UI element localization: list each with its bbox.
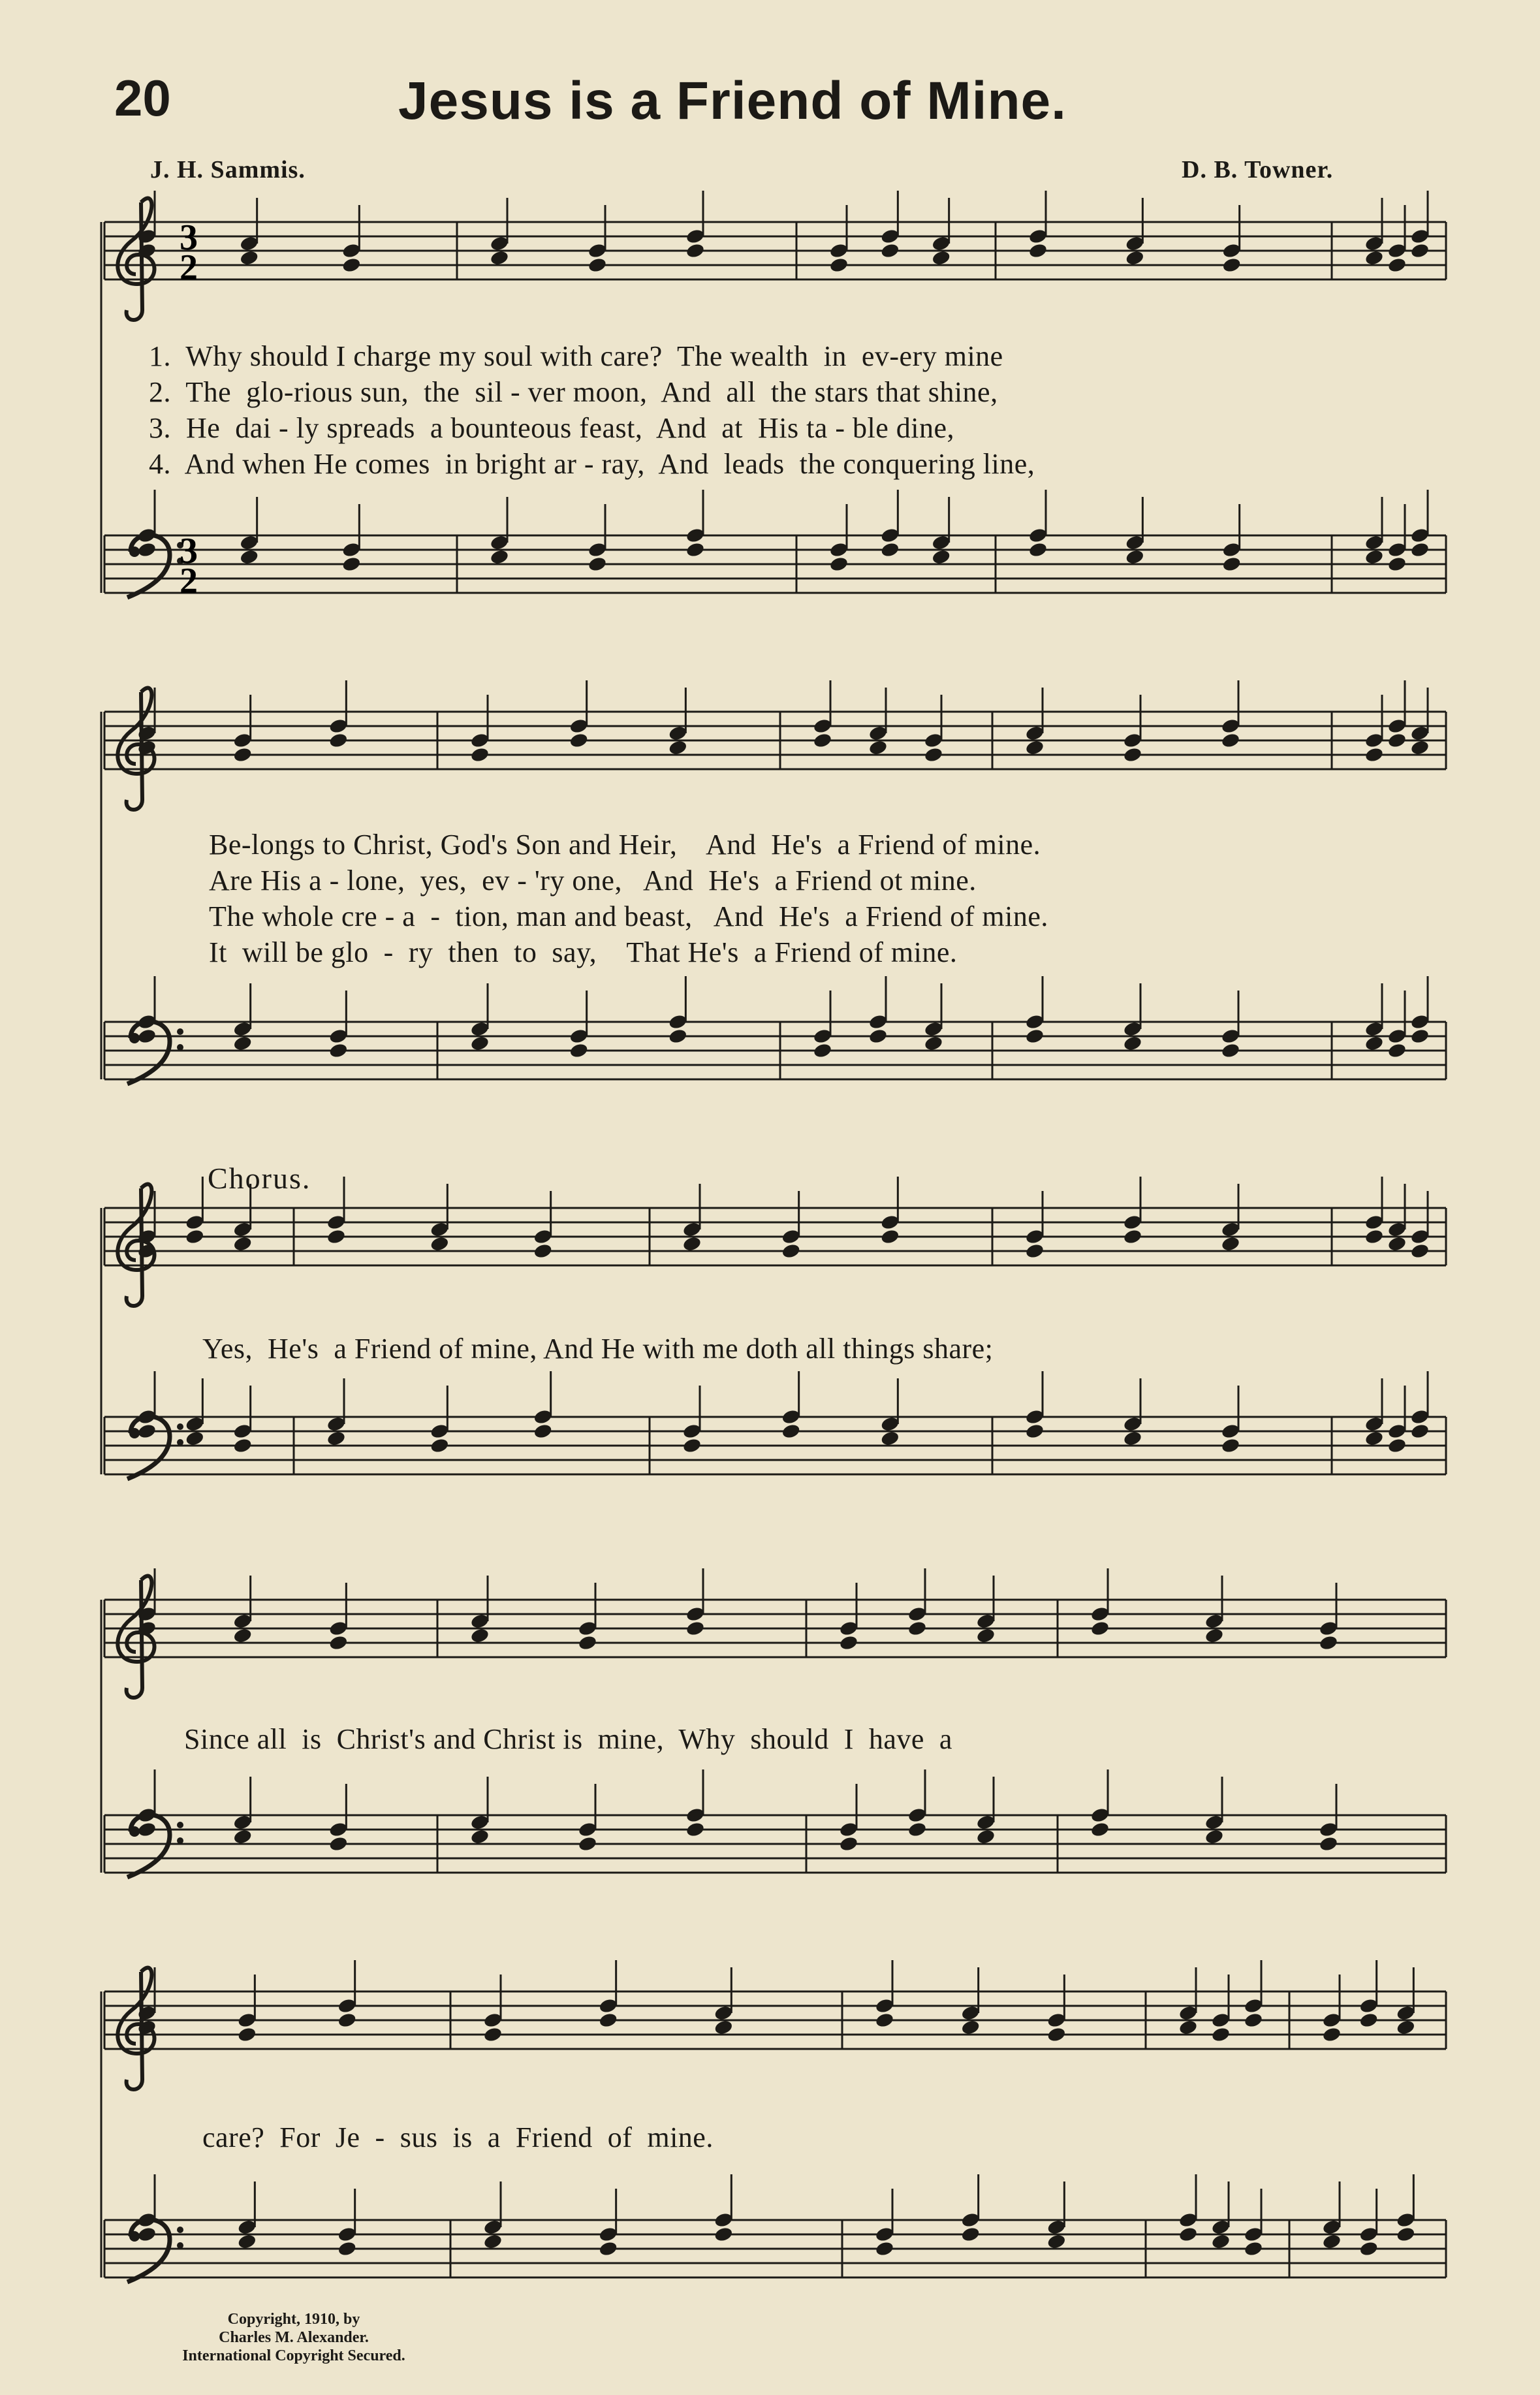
treble-note xyxy=(1204,1627,1225,1644)
bass-note xyxy=(1221,1042,1241,1059)
treble-note xyxy=(237,2026,257,2043)
bass-clef-icon xyxy=(127,1416,183,1479)
bass-note xyxy=(668,1028,688,1045)
verse-4-line-2: It will be glo - ry then to say, That He's a Friend of mine. xyxy=(209,936,958,968)
bass-note xyxy=(868,1028,888,1045)
treble-note xyxy=(328,1634,349,1651)
bass-note xyxy=(880,1430,900,1447)
treble-note xyxy=(1359,2012,1379,2029)
verse-1-line-1: 1. Why should I charge my soul with care? The wealth in ev-ery mine xyxy=(149,340,1003,372)
lyricist-credit: J. H. Sammis. xyxy=(150,156,306,183)
treble-note xyxy=(1396,2019,1416,2036)
treble-note xyxy=(232,746,253,763)
treble-note xyxy=(588,257,608,274)
treble-note xyxy=(569,732,589,749)
treble-note xyxy=(781,1243,801,1260)
treble-note xyxy=(328,732,349,749)
bass-note xyxy=(232,1437,253,1454)
bass-note xyxy=(237,2233,257,2250)
bass-note xyxy=(1025,1028,1045,1045)
bass-note xyxy=(781,1423,801,1440)
bass-note xyxy=(1125,548,1145,565)
bass-note xyxy=(569,1042,589,1059)
treble-note xyxy=(924,746,944,763)
treble-note xyxy=(1410,1243,1430,1260)
bass-note xyxy=(1319,1835,1339,1852)
bass-note xyxy=(470,1035,490,1052)
chorus-label: Chorus. xyxy=(208,1162,311,1195)
treble-note xyxy=(1028,242,1048,259)
bass-note xyxy=(1364,548,1385,565)
treble-note xyxy=(813,732,833,749)
treble-note xyxy=(470,746,490,763)
treble-note xyxy=(1364,1228,1385,1245)
treble-note xyxy=(1123,1228,1143,1245)
treble-note xyxy=(1322,2026,1342,2043)
bass-note xyxy=(578,1835,598,1852)
treble-note xyxy=(960,2019,981,2036)
bass-note xyxy=(533,1423,553,1440)
bass-note xyxy=(337,2240,357,2257)
treble-note xyxy=(337,2012,357,2029)
bass-note xyxy=(1364,1430,1385,1447)
treble-note xyxy=(880,1228,900,1245)
treble-note xyxy=(1211,2026,1231,2043)
verse-2-line-1: 2. The glo-rious sun, the sil - ver moon, And all the stars that shine, xyxy=(149,376,998,408)
bass-note xyxy=(960,2226,981,2243)
bass-clef-icon xyxy=(127,1021,183,1084)
verse-1-line-2: Be-longs to Christ, God's Son and Heir, And He's a Friend of mine. xyxy=(209,829,1041,861)
bass-note xyxy=(137,1423,157,1440)
bass-note xyxy=(685,1821,706,1838)
bass-note xyxy=(1387,1437,1407,1454)
treble-note xyxy=(533,1243,553,1260)
treble-note xyxy=(483,2026,503,2043)
bass-note xyxy=(1410,541,1430,558)
time-signature-bottom: 2 xyxy=(180,247,198,288)
hymn-title: Jesus is a Friend of Mine. xyxy=(398,71,1067,131)
treble-note xyxy=(232,1235,253,1252)
bass-clef-icon xyxy=(127,535,183,597)
bass-note xyxy=(490,548,510,565)
bass-note xyxy=(1322,2233,1342,2250)
page-number: 20 xyxy=(114,69,171,127)
bass-note xyxy=(326,1430,347,1447)
copyright-line-1: Copyright, 1910, by xyxy=(227,2311,360,2328)
copyright-notice xyxy=(137,2310,450,2365)
bass-note xyxy=(1090,1821,1110,1838)
bass-note xyxy=(880,541,900,558)
bass-note xyxy=(813,1042,833,1059)
bass-note xyxy=(1410,1423,1430,1440)
bass-note xyxy=(1359,2240,1379,2257)
treble-note xyxy=(829,257,849,274)
bass-note xyxy=(1025,1423,1045,1440)
bass-clef-icon xyxy=(127,1815,183,1877)
bass-note xyxy=(598,2240,618,2257)
bass-note xyxy=(1387,1042,1407,1059)
bass-note xyxy=(714,2226,734,2243)
treble-clef-icon xyxy=(118,1576,154,1698)
treble-note xyxy=(685,242,706,259)
bass-note xyxy=(341,556,362,573)
treble-note xyxy=(875,2012,895,2029)
bass-note xyxy=(430,1437,450,1454)
treble-note xyxy=(326,1228,347,1245)
bass-note xyxy=(924,1035,944,1052)
treble-note xyxy=(976,1627,996,1644)
treble-note xyxy=(1319,1634,1339,1651)
treble-note xyxy=(1221,257,1242,274)
bass-note xyxy=(1244,2240,1264,2257)
treble-note xyxy=(880,242,900,259)
bass-note xyxy=(1123,1430,1143,1447)
treble-note xyxy=(1364,249,1385,266)
treble-note xyxy=(1221,732,1241,749)
verse-4-line-1: 4. And when He comes in bright ar - ray, And leads the conquering line, xyxy=(149,448,1035,480)
treble-note xyxy=(1244,2012,1264,2029)
chorus-line-3: care? For Je - sus is a Friend of mine. xyxy=(202,2121,714,2153)
bass-note xyxy=(588,556,608,573)
bass-note xyxy=(907,1821,928,1838)
treble-note xyxy=(682,1235,702,1252)
bass-note xyxy=(976,1828,996,1845)
bass-note xyxy=(232,1828,253,1845)
time-signature-top: 3 xyxy=(180,217,198,258)
treble-note xyxy=(1410,242,1430,259)
verse-2-line-2: Are His a - lone, yes, ev - 'ry one, And He's a Friend ot mine. xyxy=(209,864,977,896)
bass-note xyxy=(328,1042,349,1059)
treble-note xyxy=(685,1620,706,1637)
treble-note xyxy=(1178,2019,1199,2036)
bass-note xyxy=(137,541,157,558)
bass-note xyxy=(1221,556,1242,573)
bass-note xyxy=(137,1821,157,1838)
treble-note xyxy=(1221,1235,1241,1252)
time-signature-top: 3 xyxy=(180,531,198,571)
treble-note xyxy=(578,1634,598,1651)
treble-note xyxy=(1410,739,1430,756)
copyright-line-2: Charles M. Alexander. xyxy=(219,2329,369,2346)
bass-note xyxy=(1028,541,1048,558)
bass-note xyxy=(839,1835,859,1852)
treble-note xyxy=(598,2012,618,2029)
time-signature-bottom: 2 xyxy=(180,561,198,601)
treble-note xyxy=(1046,2026,1067,2043)
bass-clef-icon xyxy=(127,2219,183,2282)
bass-note xyxy=(1410,1028,1430,1045)
bass-note xyxy=(875,2240,895,2257)
chorus-line-1: Yes, He's a Friend of mine, And He with me doth all things share; xyxy=(202,1333,994,1365)
chorus-line-2: Since all is Christ's and Christ is mine, Why should I have a xyxy=(184,1723,952,1755)
composer-credit: D. B. Towner. xyxy=(1182,156,1334,183)
treble-note xyxy=(470,1627,490,1644)
bass-note xyxy=(829,556,849,573)
bass-note xyxy=(685,541,706,558)
treble-clef-icon xyxy=(118,198,154,320)
treble-note xyxy=(1125,249,1145,266)
verse-3-line-1: 3. He dai - ly spreads a bounteous feast, And at His ta - ble dine, xyxy=(149,412,954,444)
verse-3-line-2: The whole cre - a - tion, man and beast, And He's a Friend of mine. xyxy=(209,900,1048,932)
treble-note xyxy=(430,1235,450,1252)
bass-note xyxy=(1178,2226,1199,2243)
bass-note xyxy=(1123,1035,1143,1052)
treble-note xyxy=(1387,1235,1407,1252)
bass-note xyxy=(931,548,951,565)
copyright-line-3: International Copyright Secured. xyxy=(182,2347,405,2364)
treble-note xyxy=(1123,746,1143,763)
bass-note xyxy=(137,1028,157,1045)
treble-note xyxy=(1025,739,1045,756)
treble-note xyxy=(907,1620,928,1637)
bass-note xyxy=(185,1430,205,1447)
bass-note xyxy=(470,1828,490,1845)
bass-note xyxy=(1204,1828,1225,1845)
bass-note xyxy=(1364,1035,1385,1052)
treble-note xyxy=(1364,746,1385,763)
treble-note xyxy=(1025,1243,1045,1260)
treble-note xyxy=(490,249,510,266)
treble-note xyxy=(931,249,951,266)
bass-note xyxy=(1221,1437,1241,1454)
bass-note xyxy=(1396,2226,1416,2243)
bass-note xyxy=(1046,2233,1067,2250)
treble-note xyxy=(668,739,688,756)
bass-note xyxy=(328,1835,349,1852)
bass-note xyxy=(232,1035,253,1052)
treble-note xyxy=(839,1634,859,1651)
bass-note xyxy=(137,2226,157,2243)
bass-note xyxy=(682,1437,702,1454)
bass-note xyxy=(1387,556,1407,573)
treble-note xyxy=(714,2019,734,2036)
treble-note xyxy=(1387,732,1407,749)
bass-note xyxy=(1211,2233,1231,2250)
treble-note xyxy=(232,1627,253,1644)
bass-note xyxy=(239,548,259,565)
treble-note xyxy=(341,257,362,274)
treble-note xyxy=(1387,257,1407,274)
treble-note xyxy=(1090,1620,1110,1637)
treble-note xyxy=(185,1228,205,1245)
bass-note xyxy=(483,2233,503,2250)
treble-note xyxy=(239,249,259,266)
treble-note xyxy=(868,739,888,756)
